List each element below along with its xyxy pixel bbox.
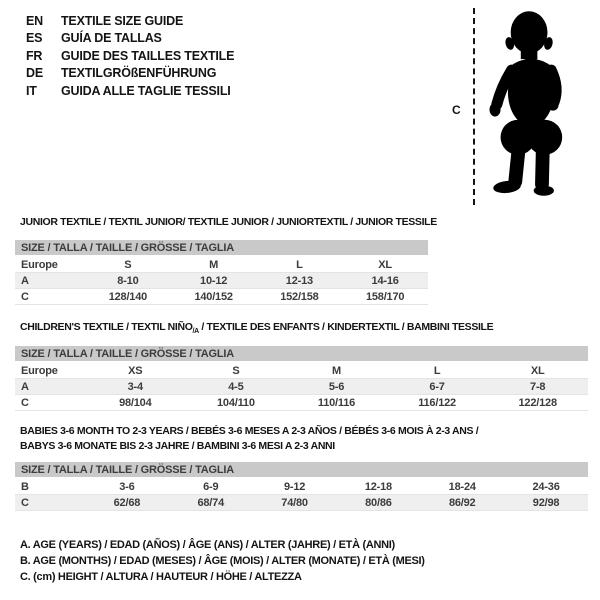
junior-size-table [15, 240, 428, 305]
size-header-row [15, 346, 588, 362]
table-row [15, 395, 588, 411]
size-cell: 98/104 [119, 396, 152, 409]
language-title: GUIDA ALLE TAGLIE TESSILI [61, 83, 231, 98]
footnote-b: B. AGE (MONTHS) / EDAD (MESES) / ÂGE (MOIS) / ALTER (MONATE) / ETÀ (MESI) [20, 555, 425, 568]
table-row [15, 273, 428, 289]
footnote-c: C. (cm) HEIGHT / ALTURA / HAUTEUR / HÖHE / ALTEZZA [20, 571, 302, 584]
size-cell: 104/110 [217, 396, 255, 409]
size-header-bar: SIZE / TALLA / TAILLE / GRÖSSE / TAGLIA [15, 240, 428, 256]
row-label: A [21, 274, 29, 287]
language-list [26, 12, 234, 100]
size-cell: S [232, 364, 240, 377]
size-cell: 152/158 [280, 290, 319, 303]
table-row [15, 289, 428, 305]
row-label: A [21, 380, 29, 393]
size-cell: 74/80 [281, 496, 308, 509]
size-cell: 128/140 [108, 290, 148, 303]
row-label: C [21, 496, 29, 509]
size-cell: 3-4 [127, 380, 143, 393]
size-cell: 110/116 [317, 396, 356, 409]
size-cell: 6-7 [429, 380, 445, 393]
toddler-silhouette [484, 5, 576, 207]
size-cell: 4-5 [228, 380, 244, 393]
size-cell: M [332, 364, 341, 377]
size-header-bar: SIZE / TALLA / TAILLE / GRÖSSE / TAGLIA [15, 346, 588, 362]
row-label: B [21, 480, 29, 493]
language-row [26, 30, 234, 48]
size-cell: 18-24 [448, 480, 476, 493]
size-cell: 86/92 [448, 496, 476, 509]
size-cell: XL [378, 258, 392, 271]
size-cell: 7-8 [530, 380, 546, 393]
babies-section-title [20, 424, 478, 454]
language-row [26, 12, 234, 30]
row-label: Europe [21, 364, 58, 377]
row-label: Europe [21, 258, 58, 271]
size-cell: 12-13 [285, 274, 313, 287]
section-title-line: BABYS 3-6 MONATE BIS 2-3 JAHRE / BAMBINI 3-6 MESI A 2-3 ANNI [20, 440, 335, 452]
table-row [15, 495, 588, 511]
language-code: EN [26, 13, 43, 28]
table-row [15, 362, 588, 379]
language-title: TEXTILE SIZE GUIDE [61, 13, 184, 28]
size-cell: 62/68 [113, 496, 141, 509]
table-row [15, 256, 428, 273]
size-cell: 10-12 [200, 274, 228, 287]
language-row [26, 82, 234, 100]
footnotes [20, 537, 425, 586]
size-cell: S [124, 258, 132, 271]
language-code: FR [26, 48, 43, 63]
size-header-row [15, 240, 428, 256]
language-title: GUIDE DES TAILLES TEXTILE [61, 48, 235, 63]
language-row [26, 65, 234, 83]
size-cell: 158/170 [365, 290, 405, 303]
size-cell: M [209, 258, 219, 271]
size-cell: 9-12 [283, 480, 306, 493]
section-title-text: CHILDREN'S TEXTILE / TEXTIL NIÑO [20, 321, 193, 333]
language-code: ES [26, 31, 43, 46]
size-cell: 6-9 [203, 480, 219, 493]
size-cell: 14-16 [371, 274, 399, 287]
size-cell: 3-6 [119, 480, 135, 493]
size-cell: 116/122 [418, 396, 456, 409]
size-cell: 24-36 [532, 480, 560, 493]
table-row [15, 379, 588, 395]
size-cell: 122/128 [518, 396, 557, 409]
height-measure-dashed-line [473, 8, 475, 205]
language-code: IT [26, 83, 37, 98]
language-title: TEXTILGRÖßENFÜHRUNG [61, 66, 217, 81]
children-section-title [20, 320, 493, 339]
language-title: GUÍA DE TALLAS [61, 31, 162, 46]
size-cell: XS [128, 364, 143, 377]
section-title-line: BABIES 3-6 MONTH TO 2-3 YEARS / BEBÉS 3-6 MESES A 2-3 AÑOS / BÉBÉS 3-6 MOIS À 2-3 ANS / [20, 425, 479, 437]
junior-section-title: JUNIOR TEXTILE / TEXTIL JUNIOR/ TEXTILE JUNIOR / JUNIORTEXTIL / JUNIOR TESSILE [20, 216, 437, 228]
height-measure-label: C [452, 103, 461, 117]
footnote-a: A. AGE (YEARS) / EDAD (AÑOS) / ÂGE (ANS) / ALTER (JAHRE) / ETÀ (ANNI) [20, 539, 395, 551]
row-label: C [21, 396, 29, 409]
size-header-bar: SIZE / TALLA / TAILLE / GRÖSSE / TAGLIA [15, 462, 588, 478]
children-size-table [15, 346, 588, 411]
size-cell: L [296, 258, 303, 271]
size-cell: 68/74 [197, 496, 224, 509]
language-row [26, 47, 234, 65]
size-cell: 92/98 [532, 496, 560, 509]
table-row [15, 478, 588, 495]
section-title-subscript: /A [192, 328, 199, 336]
size-cell: 12-18 [364, 480, 392, 493]
size-cell: 80/86 [365, 496, 392, 509]
language-code: DE [26, 66, 43, 81]
size-cell: 8-10 [117, 274, 139, 287]
size-cell: 140/152 [194, 290, 233, 303]
size-header-row [15, 462, 588, 478]
babies-size-table [15, 462, 588, 511]
size-cell: 5-6 [328, 380, 345, 393]
size-cell: XL [530, 364, 545, 377]
section-title-text: / TEXTILE DES ENFANTS / KINDERTEXTIL / BAMBINI TESSILE [198, 321, 494, 333]
row-label: C [21, 290, 29, 303]
size-cell: L [433, 364, 441, 377]
